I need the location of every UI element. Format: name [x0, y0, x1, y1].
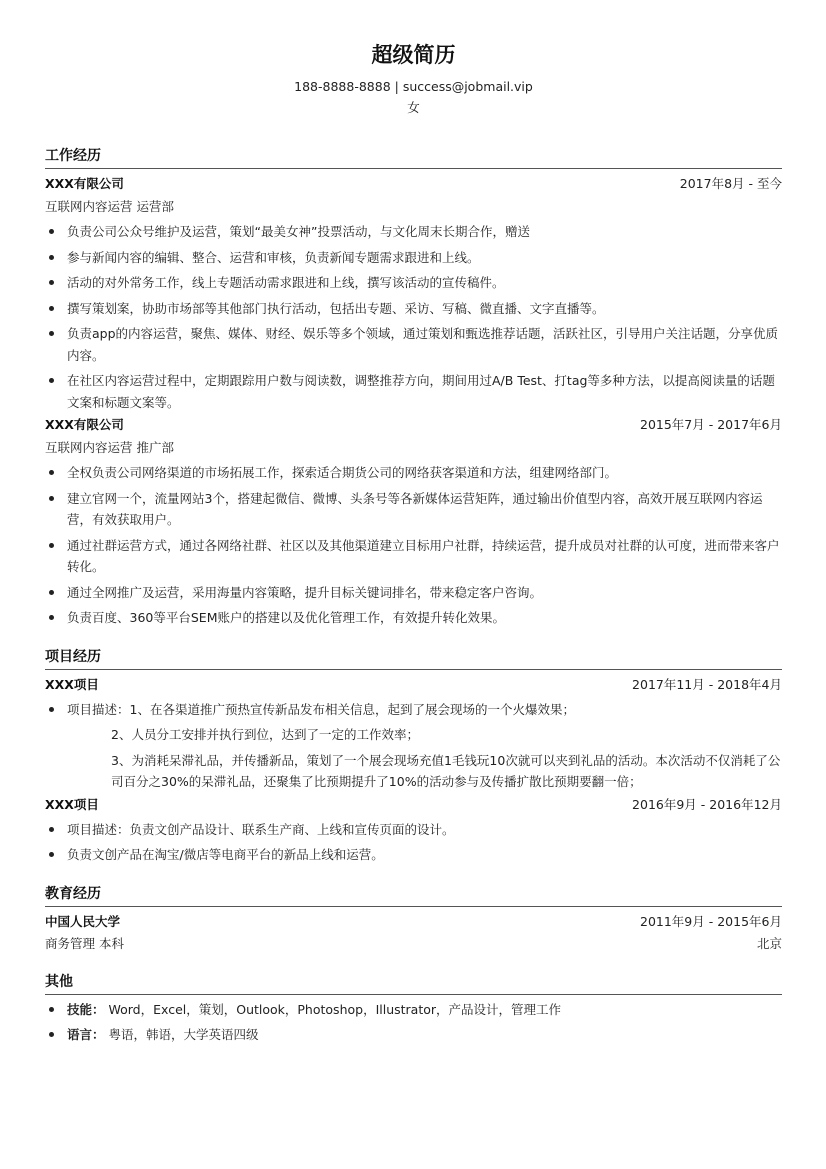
company-name: XXX有限公司 [45, 176, 124, 191]
list-item: 项目描述：1、在各渠道推广预热宣传新品发布相关信息，起到了展会现场的一个火爆效果； [45, 699, 782, 721]
list-item: 负责文创产品在淘宝/微店等电商平台的新品上线和运营。 [45, 844, 782, 866]
resume-header [45, 0, 782, 117]
bullet-list [45, 819, 782, 866]
list-item: 通过社群运营方式，通过各网络社群、社区以及其他渠道建立目标用户社群，持续运营，提升成员对社群的认可度，进而带来客户转化。 [45, 535, 782, 578]
list-item: 活动的对外常务工作，线上专题活动需求跟进和上线，撰写该活动的宣传稿件。 [45, 272, 782, 294]
date-range: 2011年9月 - 2015年6月 [640, 913, 782, 929]
role-text: 互联网内容运营 推广部 [45, 440, 174, 455]
date-range: 2016年9月 - 2016年12月 [632, 796, 782, 812]
date-range: 2017年8月 - 至今 [679, 176, 782, 191]
entry-head [45, 415, 782, 435]
project-entry [45, 795, 782, 866]
section-title-projects: 项目经历 [45, 647, 782, 670]
list-item: 参与新闻内容的编辑、整合、运营和审核，负责新闻专题需求跟进和上线。 [45, 247, 782, 269]
languages-item [45, 1024, 782, 1046]
list-item: 负责app的内容运营，聚焦、媒体、财经、娱乐等多个领域，通过策划和甄选推荐话题，活跃社区，引导用户关注话题，分享优质内容。 [45, 323, 782, 366]
education-section [45, 884, 782, 954]
work-entry [45, 415, 782, 629]
entry-head [45, 174, 782, 194]
candidate-name: 超级简历 [371, 43, 456, 67]
bullet-list [45, 221, 782, 413]
school-name: 中国人民大学 [45, 913, 121, 929]
project-name: XXX项目 [45, 796, 99, 812]
date-range: 2017年11月 - 2018年4月 [632, 676, 782, 692]
major-degree: 商务管理 本科 [45, 935, 124, 951]
skills-label: 技能： [67, 1001, 105, 1017]
list-item: 项目描述：负责文创产品设计、联系生产商、上线和宣传页面的设计。 [45, 819, 782, 841]
bullet-list [45, 462, 782, 629]
bullet-list [45, 699, 782, 721]
project-name: XXX项目 [45, 676, 99, 692]
other-section [45, 972, 782, 1046]
list-item: 负责百度、360等平台SEM账户的搭建以及优化管理工作，有效提升转化效果。 [45, 607, 782, 629]
entry-head [45, 912, 782, 932]
company-name: XXX有限公司 [45, 417, 124, 432]
entry-head [45, 675, 782, 695]
list-item: 负责公司公众号维护及运营，策划“最美女神”投票活动，与文化周末长期合作，赠送 [45, 221, 782, 243]
projects-section [45, 647, 782, 866]
languages-label: 语言： [67, 1027, 105, 1042]
skills-text: Word，Excel，策划，Outlook，Photoshop，Illustrator，产品设计，管理工作 [104, 1001, 562, 1017]
languages-text: 粤语，韩语，大学英语四级 [104, 1027, 259, 1042]
description-continuation: 2、人员分工安排并执行到位，达到了一定的工作效率； [111, 727, 419, 742]
work-section [45, 146, 782, 629]
date-range: 2015年7月 - 2017年6月 [640, 417, 782, 432]
section-title-education: 教育经历 [45, 884, 782, 907]
contact-info: 188-8888-8888 | success@jobmail.vip [294, 79, 533, 94]
role-text: 互联网内容运营 运营部 [45, 199, 174, 214]
entry-head [45, 795, 782, 815]
description-continuation: 3、为消耗呆滞礼品，并传播新品，策划了一个展会现场充值1毛钱玩10次就可以夹到礼品的活动。本次活动不仅消耗了公司百分之30%的呆滞礼品，还聚集了比预期提升了10%的活动参与及传播扩散比预期要翻一倍； [111, 752, 781, 789]
section-title-work: 工作经历 [45, 146, 782, 169]
list-item: 通过全网推广及运营，采用海量内容策略，提升目标关键词排名，带来稳定客户咨询。 [45, 582, 782, 604]
job-role [45, 197, 782, 217]
list-item: 在社区内容运营过程中，定期跟踪用户数与阅读数，调整推荐方向，期间用过A/B Test、打tag等多种方法，以提高阅读量的话题文案和标题文案等。 [45, 370, 782, 413]
section-title-other: 其他 [45, 972, 782, 995]
project-entry [45, 675, 782, 793]
bullet-list [45, 999, 782, 1046]
work-entry [45, 174, 782, 413]
skills-item [45, 999, 782, 1021]
gender: 女 [407, 100, 420, 115]
job-role [45, 438, 782, 458]
list-item: 全权负责公司网络渠道的市场拓展工作，探索适合期货公司的网络获客渠道和方法，组建网络部门。 [45, 462, 782, 484]
list-item: 建立官网一个，流量网站3个，搭建起微信、微博、头条号等各新媒体运营矩阵，通过输出价值型内容，高效开展互联网内容运营，有效获取用户。 [45, 488, 782, 531]
list-item: 撰写策划案，协助市场部等其他部门执行活动，包括出专题、采访、写稿、微直播、文字直播等。 [45, 298, 782, 320]
location: 北京 [756, 935, 782, 951]
education-detail [45, 934, 782, 954]
